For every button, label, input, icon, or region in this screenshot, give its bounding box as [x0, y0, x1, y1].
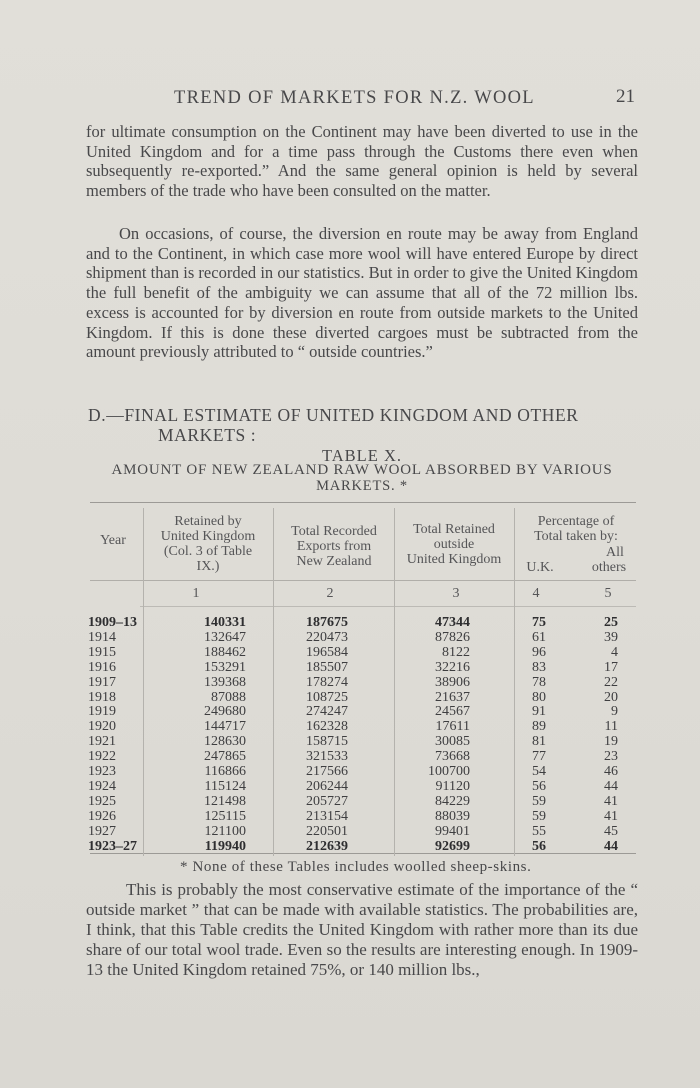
table-row [0, 764, 700, 780]
header-col-3-line: Total Retained [413, 522, 495, 537]
table-cell-c1: 249680 [204, 704, 246, 720]
table-row [0, 615, 700, 631]
table-cell-others: 44 [604, 838, 618, 854]
table-cell-c1: 121498 [204, 793, 246, 809]
table-cell-uk: 77 [532, 749, 546, 765]
table-cell-uk: 80 [532, 689, 546, 705]
header-percentage-line: Total taken by: [534, 529, 618, 544]
table-cell-others: 44 [604, 778, 618, 794]
table-cell-c2: 213154 [306, 808, 348, 824]
table-row [0, 749, 700, 765]
table-cell-uk: 89 [532, 719, 546, 735]
table-cell-year: 1918 [88, 689, 116, 705]
header-col-2-line: Total Recorded [291, 524, 377, 539]
header-col-3 [395, 522, 513, 567]
table-cell-c2: 108725 [306, 689, 348, 705]
table-cell-c3: 91120 [435, 778, 470, 794]
table-cell-year: 1926 [88, 808, 116, 824]
table-cell-year: 1921 [88, 734, 116, 750]
section-heading-line-2: MARKETS : [158, 425, 257, 445]
table-row [0, 704, 700, 720]
table-cell-others: 11 [604, 719, 618, 735]
body-paragraph-3: This is probably the most conservative estimate of the importance of the “ outside market ” that can be made with available statistics. The probabilities are, I think, that this Table credits the United Kingdom with rather more than its due share of our total wool trade. Even so the results are interesting enough. In 1909-13 the United Kingdom retained 75%, or 140 million lbs., [86, 880, 638, 979]
column-number-4: 4 [532, 586, 540, 601]
table-cell-year: 1927 [88, 823, 116, 839]
table-cell-others: 9 [611, 704, 618, 720]
table-cell-year: 1923 [88, 764, 116, 779]
table-header-rule [90, 580, 636, 581]
table-cell-uk: 83 [532, 659, 546, 675]
column-number-1: 1 [192, 586, 200, 601]
table-cell-c1: 128630 [204, 734, 246, 750]
table-cell-c1: 247865 [204, 749, 246, 765]
table-cell-uk: 55 [532, 823, 546, 839]
table-cell-c2: 178274 [306, 674, 348, 690]
table-cell-uk: 91 [532, 704, 546, 720]
header-percentage [515, 514, 637, 544]
table-cell-year: 1923–27 [88, 838, 137, 854]
table-cell-uk: 59 [532, 793, 546, 809]
table-footnote: * None of these Tables includes woolled sheep-skins. [180, 859, 532, 875]
table-cell-c2: 217566 [306, 764, 348, 779]
table-cell-c1: 121100 [204, 823, 246, 839]
column-number-3: 3 [452, 586, 460, 601]
table-cell-c1: 132647 [204, 629, 246, 645]
table-cell-uk: 61 [532, 629, 546, 645]
table-cell-c3: 30085 [435, 734, 470, 750]
table-cell-c3: 92699 [435, 838, 470, 854]
table-cell-year: 1917 [88, 674, 116, 690]
table-cell-c3: 8122 [442, 644, 470, 660]
table-title-line-2: MARKETS. * [316, 478, 408, 494]
table-row [0, 630, 700, 646]
body-paragraph-1: for ultimate consumption on the Continent may have been diverted to use in the United Kingdom and for a time pass through the Customs there even when subsequently re-exported.” And the same general opinion is held by several members of the trade who have been consulted on the matter. [86, 122, 638, 201]
section-heading [88, 405, 640, 445]
table-cell-year: 1924 [88, 778, 116, 794]
table-row [0, 809, 700, 825]
table-cell-c1: 119940 [204, 838, 246, 854]
header-col-1-line: IX.) [196, 559, 220, 574]
table-row [0, 839, 700, 855]
table-row [0, 779, 700, 795]
header-others: others [591, 560, 627, 575]
table-label: TABLE X. [321, 446, 402, 465]
table-top-rule [90, 502, 636, 503]
table-cell-year: 1914 [88, 629, 116, 645]
table-cell-c1: 125115 [204, 808, 246, 824]
table-cell-year: 1909–13 [88, 615, 137, 630]
header-col-1-line: (Col. 3 of Table [163, 544, 253, 559]
header-col-1-line: United Kingdom [160, 529, 256, 544]
table-cell-c3: 21637 [435, 689, 470, 705]
table-cell-year: 1925 [88, 793, 116, 809]
table-cell-uk: 56 [532, 838, 546, 854]
table-cell-others: 20 [604, 689, 618, 705]
table-cell-others: 17 [604, 659, 618, 675]
table-cell-c3: 88039 [435, 808, 470, 824]
table-cell-year: 1920 [88, 719, 116, 735]
table-cell-c2: 206244 [306, 778, 348, 794]
table-cell-others: 45 [604, 823, 618, 839]
table-cell-c2: 212639 [306, 838, 348, 854]
table-cell-uk: 56 [532, 778, 546, 794]
table-cell-c1: 153291 [204, 659, 246, 675]
table-cell-others: 41 [604, 808, 618, 824]
header-col-1 [144, 514, 272, 574]
table-row [0, 794, 700, 810]
table-cell-others: 23 [604, 749, 618, 765]
table-cell-c1: 116866 [204, 764, 246, 779]
table-cell-uk: 75 [532, 615, 546, 630]
table-row [0, 824, 700, 840]
table-cell-year: 1915 [88, 644, 116, 660]
table-cell-c2: 158715 [306, 734, 348, 750]
table-cell-c2: 321533 [306, 749, 348, 765]
table-cell-c3: 24567 [435, 704, 470, 720]
table-cell-uk: 78 [532, 674, 546, 690]
table-number-rule [140, 606, 636, 607]
table-cell-c2: 162328 [306, 719, 348, 735]
page-number: 21 [616, 86, 635, 107]
table-cell-c2: 185507 [306, 659, 348, 675]
table-cell-c2: 220473 [306, 629, 348, 645]
header-col-2-line: New Zealand [296, 554, 372, 569]
header-col-3-line: United Kingdom [406, 552, 502, 567]
table-cell-others: 22 [604, 674, 618, 690]
table-cell-others: 46 [604, 764, 618, 779]
table-cell-year: 1919 [88, 704, 116, 720]
column-number-5: 5 [604, 586, 612, 601]
table-cell-c1: 144717 [204, 719, 246, 735]
header-all: All [606, 545, 624, 560]
table-cell-others: 39 [604, 629, 618, 645]
running-title: TREND OF MARKETS FOR N.Z. WOOL [174, 88, 535, 108]
table-cell-c2: 196584 [306, 644, 348, 660]
section-heading-line-1: D.—FINAL ESTIMATE OF UNITED KINGDOM AND OTHER [88, 405, 579, 425]
table-cell-c3: 17611 [435, 719, 470, 735]
table-row [0, 660, 700, 676]
table-row [0, 645, 700, 661]
table-cell-uk: 96 [532, 644, 546, 660]
table-cell-c1: 115124 [204, 778, 246, 794]
table-cell-c3: 47344 [435, 615, 470, 630]
header-col-2 [274, 524, 394, 569]
table-cell-others: 25 [604, 615, 618, 630]
table-cell-c2: 274247 [306, 704, 348, 720]
table-cell-uk: 54 [532, 764, 546, 779]
header-col-2-line: Exports from [296, 539, 372, 554]
table-cell-others: 19 [604, 734, 618, 750]
table-row [0, 734, 700, 750]
table-cell-c3: 32216 [435, 659, 470, 675]
table-cell-c3: 100700 [428, 764, 470, 779]
table-cell-uk: 59 [532, 808, 546, 824]
table-cell-year: 1916 [88, 659, 116, 675]
table-cell-others: 4 [611, 644, 618, 660]
table-cell-c3: 99401 [435, 823, 470, 839]
header-col-1-line: Retained by [174, 514, 242, 529]
table-cell-c2: 187675 [306, 615, 348, 630]
table-title-line-1: AMOUNT OF NEW ZEALAND RAW WOOL ABSORBED BY VARIOUS [111, 462, 613, 478]
table-cell-c3: 73668 [435, 749, 470, 765]
table-cell-c2: 205727 [306, 793, 348, 809]
table-row [0, 690, 700, 706]
table-cell-c1: 87088 [211, 689, 246, 705]
table-cell-c2: 220501 [306, 823, 348, 839]
column-number-2: 2 [326, 586, 334, 601]
header-percentage-line: Percentage of [537, 514, 615, 529]
table-cell-c3: 84229 [435, 793, 470, 809]
header-col-3-line: outside [433, 537, 475, 552]
header-year: Year [100, 533, 126, 548]
table-cell-year: 1922 [88, 749, 116, 765]
table-row [0, 719, 700, 735]
table-cell-c1: 188462 [204, 644, 246, 660]
table-cell-c3: 87826 [435, 629, 470, 645]
table-cell-c3: 38906 [435, 674, 470, 690]
table-cell-c1: 139368 [204, 674, 246, 690]
table-cell-c1: 140331 [204, 615, 246, 630]
table-cell-uk: 81 [532, 734, 546, 750]
page-header [0, 88, 700, 112]
table-row [0, 675, 700, 691]
header-uk: U.K. [526, 560, 554, 575]
body-paragraph-2: On occasions, of course, the diversion en route may be away from England and to the Continent, in which case more wool will have entered Europe by direct shipment than is recorded in our statistics. But in order to give the United Kingdom the full benefit of the ambiguity we can assume that all of the 72 million lbs. excess is accounted for by diversion en route from outside markets to the United Kingdom. If this is done these diverted cargoes must be subtracted from the amount previously attributed to “ outside countries.” [86, 224, 638, 362]
table-cell-others: 41 [604, 793, 618, 809]
